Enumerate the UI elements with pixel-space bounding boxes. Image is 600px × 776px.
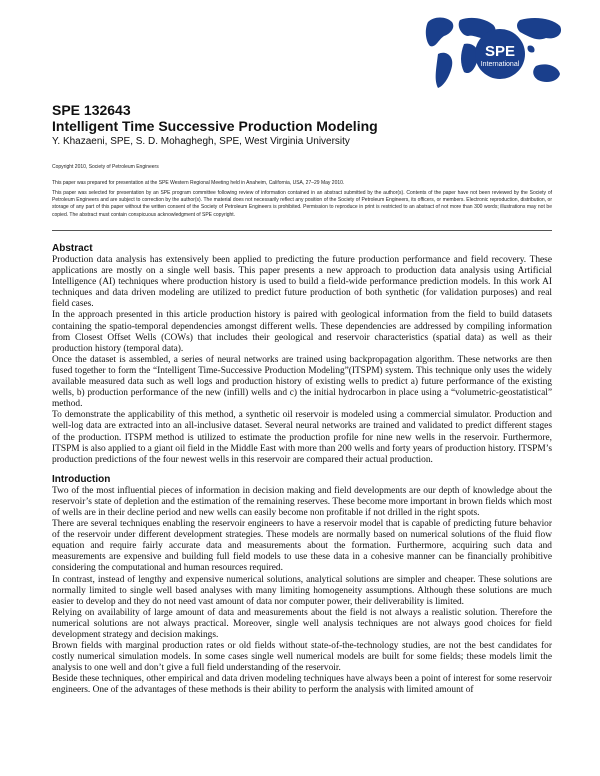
review-disclaimer: This paper was selected for presentation by an SPE program committee following review of information contained in an abstract submitted by the author(s). Contents of the paper have not been reviewed by the Society of Petroleum Engineers and are subject to correction by the author(s). The material does not necessarily reflect any position of the Society of Petroleum Engineers, its officers, or members. Electronic reproduction, distribution, or storage of any part of this paper without the written consent of the Society of Petroleum Engineers is prohibited. Permission to reproduce in print is restricted to an abstract of not more than 300 words; illustrations may not be copied. The abstract must contain conspicuous acknowledgment of SPE copyright. xyxy=(52,190,552,218)
paper-id: SPE 132643 xyxy=(52,102,131,118)
section-divider xyxy=(52,230,552,231)
presentation-notice: This paper was prepared for presentation at the SPE Western Regional Meeting held in Anaheim, California, USA, 27–29 May 2010. xyxy=(52,180,345,186)
spe-globe-logo-icon xyxy=(424,14,564,92)
introduction-heading: Introduction xyxy=(52,473,111,485)
logo-spe-text: SPE xyxy=(484,43,516,60)
paper-header xyxy=(52,102,552,148)
introduction-paragraph: Beside these techniques, other empirical and data driven modeling techniques have always been a point of interest for some reservoir engineers. One of the advantages of these methods is their ability to perform the analysis with limited amount of xyxy=(52,674,552,696)
introduction-paragraph: There are several techniques enabling the reservoir engineers to have a reservoir model that is capable of predicting future behavior of the reservoir under different development strategies. These models are normally based on numerical solutions of the fluid flow equation and require fairly accurate data and measurements about the formation. Furthermore, acquiring such data and measurements are expensive and building full field models to use these data in a cohesive manner can be financially prohibitive considering the computational and human resources required. xyxy=(52,519,552,574)
abstract-section xyxy=(52,243,552,466)
abstract-paragraph: In the approach presented in this article production history is paired with geological information from the field to build datasets containing the spatio-temporal dependencies amongst different wells. These dependencies are addressed by compiling information from Closest Offset Wells (COWs) that includes their geological and reservoir characteristics (spatial data) as well as their production history (temporal data). xyxy=(52,310,552,354)
introduction-section xyxy=(52,474,552,697)
author-line: Y. Khazaeni, SPE, S. D. Mohaghegh, SPE, West Virginia University xyxy=(52,136,350,147)
abstract-paragraph: Production data analysis has extensively been applied to predicting the future production performance and field recovery. These applications are mostly on a single well basis. This paper presents a new approach to production data analysis using Artificial Intelligence (AI) techniques where production history is used to build a field-wide performance prediction models. In this work AI techniques and data driven modeling are utilized to predict future production of both synthetic (for validation purposes) and real field cases. xyxy=(52,255,552,310)
copyright-notice: Copyright 2010, Society of Petroleum Engineers xyxy=(52,164,159,170)
introduction-paragraph: In contrast, instead of lengthy and expensive numerical solutions, analytical solutions are simpler and cheaper. These solutions are normally limited to single well based analyses with many limiting homogeneity assumptions. Although these solutions are much easier to develop and they do not need vast amount of data nor computer power, their deliverability is limited. xyxy=(52,574,552,607)
abstract-paragraph: Once the dataset is assembled, a series of neural networks are trained using backpropagation algorithm. These networks are then fused together to form the “Intelligent Time-Successive Production Modeling”(ITSPM) system. This technique only uses the widely available measured data such as well logs and production history of existing wells to predict a) future performance of the existing wells, b) production performance of the new (infill) wells and c) the initial hydrocarbon in place using a “volumetric-geostatistical” method. xyxy=(52,354,552,410)
introduction-paragraph: Two of the most influential pieces of information in decision making and field developments are our depth of knowledge about the reservoir’s state of depletion and the estimation of the remaining reserves. These become more important in brown fields which most of wells are in their decline period and new wells can easily become non profitable if not drilled in the right spots. xyxy=(52,485,552,518)
introduction-paragraph: Brown fields with marginal production rates or old fields without state-of-the-technology studies, are not the best candidates for costly numerical simulation models. In some cases single well numerical models are built for some fields; these models limit the analysis to one well and don’t give a full field understanding of the reservoir. xyxy=(52,641,552,674)
abstract-heading: Abstract xyxy=(52,243,93,254)
introduction-paragraph: Relying on availability of large amount of data and measurements about the field is not always a realistic solution. Therefore the numerical solutions are not always practical. Moreover, single well analysis techniques are not always good choices for field development strategy and decision makings. xyxy=(52,607,552,640)
paper-title: Intelligent Time Successive Production Modeling xyxy=(52,118,378,134)
paper-body xyxy=(52,243,552,697)
abstract-paragraph: To demonstrate the applicability of this method, a synthetic oil reservoir is modeled using a commercial simulator. Production and well-log data are extracted into an all-inclusive dataset. Several neural networks are trained and validated to predict different stages of the production. ITSPM method is utilized to estimate the production profile for nine new wells in the reservoir. Furthermore, ITSPM is also applied to a giant oil field in the Middle East with more than 200 wells and forty years of production history. ITSPM’s production predictions of the four newest wells in this reservoir are compared their actual production. xyxy=(52,410,552,465)
logo-international-text: International xyxy=(480,61,520,68)
